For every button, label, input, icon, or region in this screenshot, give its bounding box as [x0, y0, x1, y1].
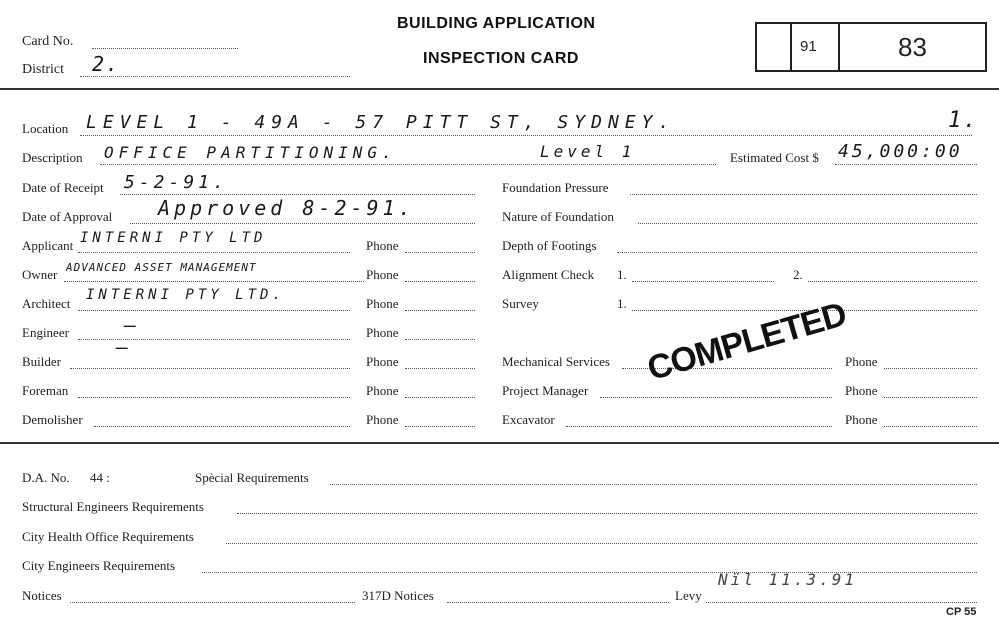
architect-phone-label: Phone	[366, 296, 399, 311]
alignment-check-field-2[interactable]	[808, 281, 977, 282]
card-no-label: Card No.	[22, 34, 74, 49]
box-number-right: 83	[898, 32, 927, 62]
engineer-label: Engineer	[22, 325, 69, 340]
estimated-cost-field[interactable]	[835, 164, 977, 165]
estimated-cost-label: Estimated Cost $	[730, 150, 819, 165]
date-of-receipt-label: Date of Receipt	[22, 180, 104, 195]
form-title-line1: BUILDING APPLICATION	[397, 15, 596, 32]
location-label: Location	[22, 121, 69, 136]
date-of-receipt-value: 5-2-91.	[124, 172, 228, 193]
description-level-value: Level 1	[540, 142, 636, 161]
completed-stamp: COMPLETED	[643, 295, 851, 389]
special-requirements-field[interactable]	[330, 484, 977, 485]
excavator-phone-field[interactable]	[884, 426, 977, 427]
owner-field[interactable]	[64, 281, 364, 282]
depth-of-footings-field[interactable]	[617, 252, 977, 253]
box-number-left: 91	[800, 38, 817, 55]
form-title-line2: INSPECTION CARD	[423, 50, 579, 67]
owner-phone-field[interactable]	[405, 281, 475, 282]
builder-value: —	[116, 335, 131, 359]
excavator-phone-label: Phone	[845, 412, 878, 427]
box-divider-1	[790, 24, 792, 70]
date-of-receipt-field[interactable]	[120, 194, 475, 195]
date-of-approval-field[interactable]	[130, 223, 475, 224]
excavator-field[interactable]	[566, 426, 832, 427]
applicant-value: INTERNI PTY LTD	[80, 230, 267, 246]
description-field[interactable]	[100, 164, 716, 165]
foreman-field[interactable]	[78, 397, 350, 398]
demolisher-phone-label: Phone	[366, 412, 399, 427]
alignment-check-label: Alignment Check	[502, 267, 595, 282]
demolisher-field[interactable]	[94, 426, 350, 427]
da-no-label: D.A. No.	[22, 470, 70, 485]
demolisher-label: Demolisher	[22, 412, 83, 427]
city-engineers-label: City Engineers Requirements	[22, 558, 176, 573]
mechanical-services-phone-field[interactable]	[884, 368, 977, 369]
location-value: LEVEL 1 - 49A - 57 PITT ST, SYDNEY.	[86, 112, 676, 133]
notices-317d-label: 317D Notices	[362, 588, 434, 603]
location-corner-mark: 1.	[948, 108, 979, 133]
foundation-pressure-label: Foundation Pressure	[502, 180, 609, 195]
alignment-check-field-1[interactable]	[632, 281, 774, 282]
nature-of-foundation-label: Nature of Foundation	[502, 209, 614, 224]
city-health-label: City Health Office Requirements	[22, 529, 194, 544]
engineer-phone-label: Phone	[366, 325, 399, 340]
survey-num1: 1.	[617, 296, 627, 311]
builder-field[interactable]	[70, 368, 350, 369]
district-value: 2.	[92, 52, 121, 76]
project-manager-phone-field[interactable]	[884, 397, 977, 398]
header-divider	[0, 88, 999, 90]
engineer-value: —	[124, 313, 139, 337]
special-requirements-label: Spècial Requirements	[195, 470, 309, 485]
notices-317d-field[interactable]	[447, 602, 669, 603]
project-manager-field[interactable]	[600, 397, 832, 398]
district-field[interactable]	[80, 76, 350, 77]
builder-phone-label: Phone	[366, 354, 399, 369]
nature-of-foundation-field[interactable]	[638, 223, 977, 224]
architect-field[interactable]	[78, 310, 350, 311]
box-divider-2	[838, 24, 840, 70]
form-code: CP 55	[946, 606, 977, 618]
owner-label: Owner	[22, 267, 58, 282]
levy-value: Nïl 11.3.91	[718, 570, 857, 589]
middle-divider	[0, 442, 999, 444]
excavator-label: Excavator	[502, 412, 555, 427]
architect-value: INTERNI PTY LTD.	[86, 287, 285, 303]
architect-label: Architect	[22, 296, 71, 311]
mechanical-services-label: Mechanical Services	[502, 354, 610, 369]
card-no-field[interactable]	[92, 48, 238, 49]
structural-engineers-field[interactable]	[237, 513, 977, 514]
demolisher-phone-field[interactable]	[405, 426, 475, 427]
description-label: Description	[22, 150, 83, 165]
applicant-field[interactable]	[78, 252, 350, 253]
owner-phone-label: Phone	[366, 267, 399, 282]
alignment-check-num1: 1.	[617, 267, 627, 282]
builder-phone-field[interactable]	[405, 368, 475, 369]
da-no-value: 44 :	[90, 470, 110, 485]
location-field[interactable]	[80, 135, 972, 136]
levy-label: Levy	[675, 588, 702, 603]
architect-phone-field[interactable]	[405, 310, 475, 311]
mechanical-services-phone-label: Phone	[845, 354, 878, 369]
applicant-phone-label: Phone	[366, 238, 399, 253]
alignment-check-num2: 2.	[793, 267, 803, 282]
description-value: OFFICE PARTITIONING.	[104, 143, 397, 162]
date-of-approval-value: Approved 8-2-91.	[158, 196, 415, 220]
notices-label: Notices	[22, 588, 62, 603]
applicant-label: Applicant	[22, 238, 74, 253]
notices-field[interactable]	[70, 602, 355, 603]
estimated-cost-value: 45,000:00	[838, 141, 963, 162]
levy-field[interactable]	[706, 602, 977, 603]
structural-engineers-label: Structural Engineers Requirements	[22, 499, 204, 514]
foreman-label: Foreman	[22, 383, 69, 398]
owner-value: ADVANCED ASSET MANAGEMENT	[66, 261, 257, 274]
city-engineers-field[interactable]	[202, 572, 977, 573]
project-manager-phone-label: Phone	[845, 383, 878, 398]
depth-of-footings-label: Depth of Footings	[502, 238, 597, 253]
foreman-phone-field[interactable]	[405, 397, 475, 398]
district-label: District	[22, 62, 64, 77]
city-health-field[interactable]	[226, 543, 977, 544]
builder-label: Builder	[22, 354, 61, 369]
survey-label: Survey	[502, 296, 539, 311]
engineer-phone-field[interactable]	[405, 339, 475, 340]
date-of-approval-label: Date of Approval	[22, 209, 113, 224]
foundation-pressure-field[interactable]	[630, 194, 977, 195]
applicant-phone-field[interactable]	[405, 252, 475, 253]
project-manager-label: Project Manager	[502, 383, 589, 398]
foreman-phone-label: Phone	[366, 383, 399, 398]
